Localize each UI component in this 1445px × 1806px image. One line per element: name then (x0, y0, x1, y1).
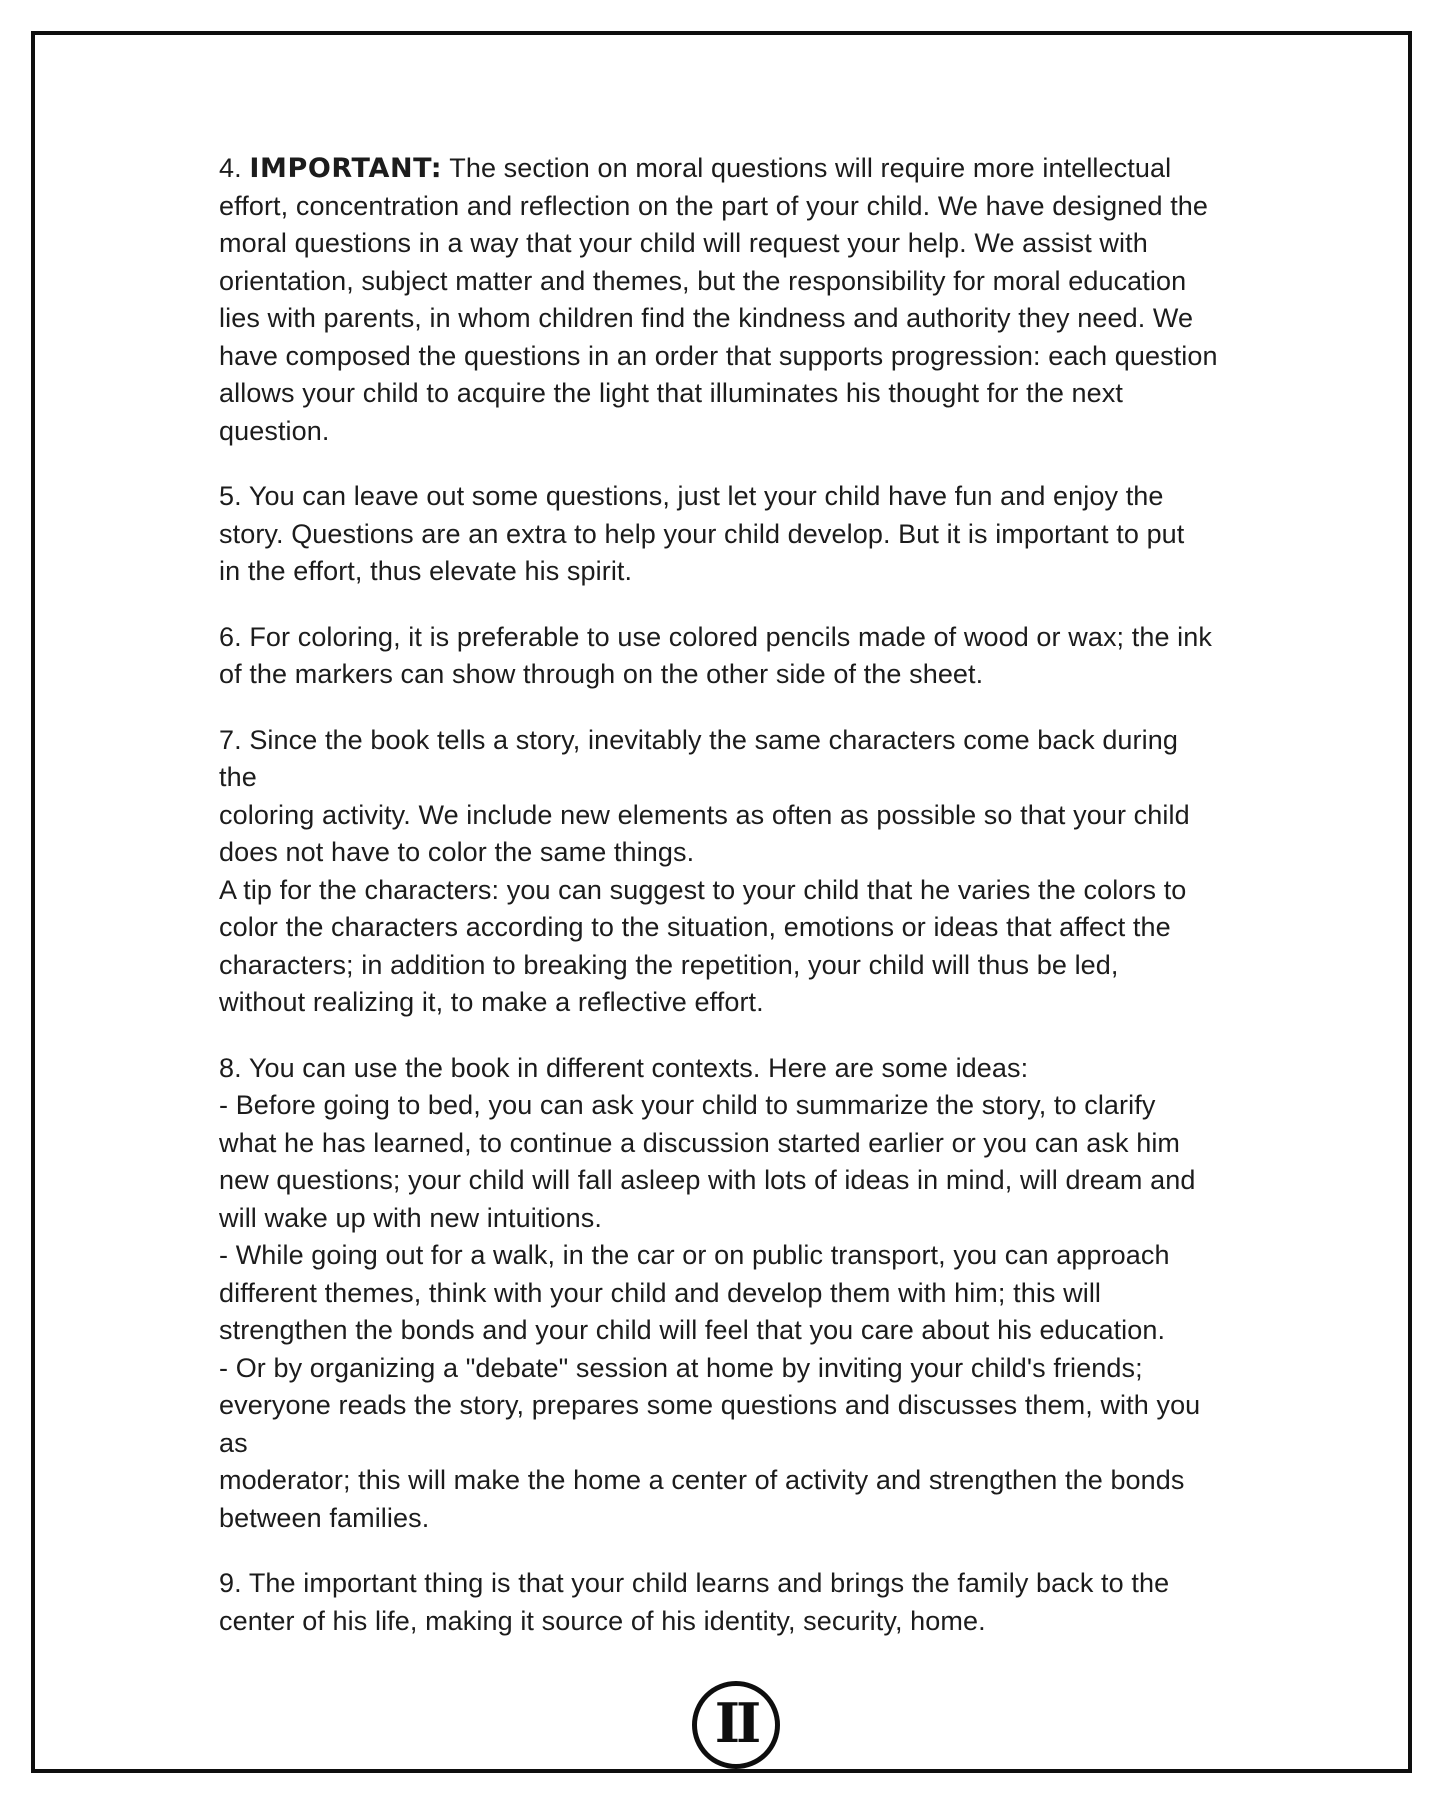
paragraph-text: 7. Since the book tells a story, inevitably the same characters come back during the coloring activity. We include new elements as often as possible so that your child does not have to color the same things. A tip for the characters: you can suggest to your child that he varies the colors to color the characters according to the situation, emotions or ideas that affect the characters; in addition to breaking the repetition, your child will thus be led, without realizing it, to make a reflective effort. (219, 724, 1190, 1017)
paragraph-7 (219, 722, 1223, 1022)
page-number-badge (692, 1681, 780, 1769)
instructions-text (219, 150, 1223, 1640)
paragraph-text: 5. You can leave out some questions, just let your child have fun and enjoy the story. Questions are an extra to help your child develop. But it is important to put in the effort, thus elevate his spirit. (219, 481, 1185, 586)
paragraph-6 (219, 619, 1223, 694)
paragraph-number: 4. (219, 153, 250, 183)
paragraph-text: 6. For coloring, it is preferable to use colored pencils made of wood or wax; the ink of the markers can show through on the other side of the sheet. (219, 621, 1212, 689)
paragraph-8 (219, 1050, 1223, 1538)
paragraph-text: The section on moral questions will require more intellectual effort, concentration and reflection on the part of your child. We have designed the moral questions in a way that your child will request your help. We assist with orientation, subject matter and themes, but the responsibility for moral education lies with parents, in whom children find the kindness and authority they need. We have composed the questions in an order that supports progression: each question allows your child to acquire the light that illuminates his thought for the next question. (219, 153, 1218, 446)
paragraph-text: 8. You can use the book in different contexts. Here are some ideas: - Before going to bed, you can ask your child to summarize the story, to clarify what he has learned, to continue a discussion started earlier or you can ask him new questions; your child will fall asleep with lots of ideas in mind, will dream and will wake up with new intuitions. - While going out for a walk, in the car or on public transport, you can approach different themes, think with your child and develop them with him; this will strengthen the bonds and your child will feel that you care about his education. - Or by organizing a "debate" session at home by inviting your child's friends; everyone reads the story, prepares some questions and discusses them, with you as moderator; this will make the home a center of activity and strengthen the bonds between families. (219, 1052, 1201, 1533)
important-label: IMPORTANT: (249, 153, 443, 184)
paragraph-text: 9. The important thing is that your child learns and brings the family back to the center of his life, making it source of his identity, security, home. (219, 1568, 1170, 1636)
page-number: II (714, 1691, 758, 1755)
paragraph-5 (219, 478, 1223, 591)
paragraph-4 (219, 150, 1223, 450)
paragraph-9 (219, 1565, 1223, 1640)
